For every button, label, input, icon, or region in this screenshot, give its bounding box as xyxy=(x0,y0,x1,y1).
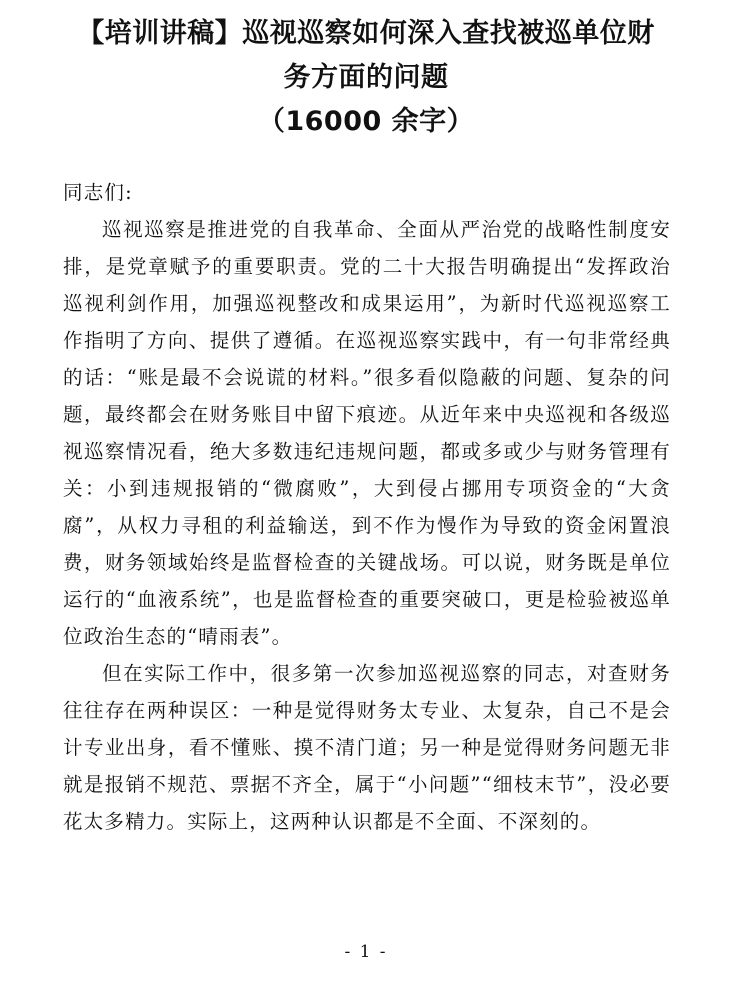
title-line-2: 务方面的问题 xyxy=(283,62,449,93)
greeting: 同志们: xyxy=(63,181,133,204)
body-paragraph-1: 巡视巡察是推进党的自我革命、全面从严治党的战略性制度安排，是党章赋予的重要职责。党的二十大报告明确提出“发挥政治巡视利剑作用，加强巡视整改和成果运用”，为新时代巡视巡察工作指明了方向、提供了遵循。在巡视巡察实践中，有一句非常经典的话：“账是最不会说谎的材料。”很多看似隐蔽的问题、复杂的问题，最终都会在财务账目中留下痕迹。从近年来中央巡视和各级巡视巡察情况看，绝大多数违纪违规问题，都或多或少与财务管理有关：小到违规报销的“微腐败”，大到侵占挪用专项资金的“大贪腐”，从权力寻租的利益输送，到不作为慢作为导致的资金闲置浪费，财务领域始终是监督检查的关键战场。可以说，财务既是单位运行的“血液系统”，也是监督检查的重要突破口，更是检验被巡单位政治生态的“晴雨表”。 xyxy=(63,218,671,648)
title-line-1: 【培训讲稿】巡视巡察如何深入查找被巡单位财 xyxy=(77,18,655,49)
document-title xyxy=(40,12,692,144)
document-body xyxy=(63,174,671,840)
body-paragraph-2: 但在实际工作中，很多第一次参加巡视巡察的同志，对查财务往往存在两种误区：一种是觉得财务太专业、太复杂，自己不是会计专业出身，看不懂账、摸不清门道；另一种是觉得财务问题无非就是报销不规范、票据不齐全，属于“小问题”“细枝末节”，没必要花太多精力。实际上，这两种认识都是不全面、不深刻的。 xyxy=(63,662,671,833)
page-number: - 1 - xyxy=(344,942,388,962)
title-line-3: （16000 余字） xyxy=(257,106,475,137)
